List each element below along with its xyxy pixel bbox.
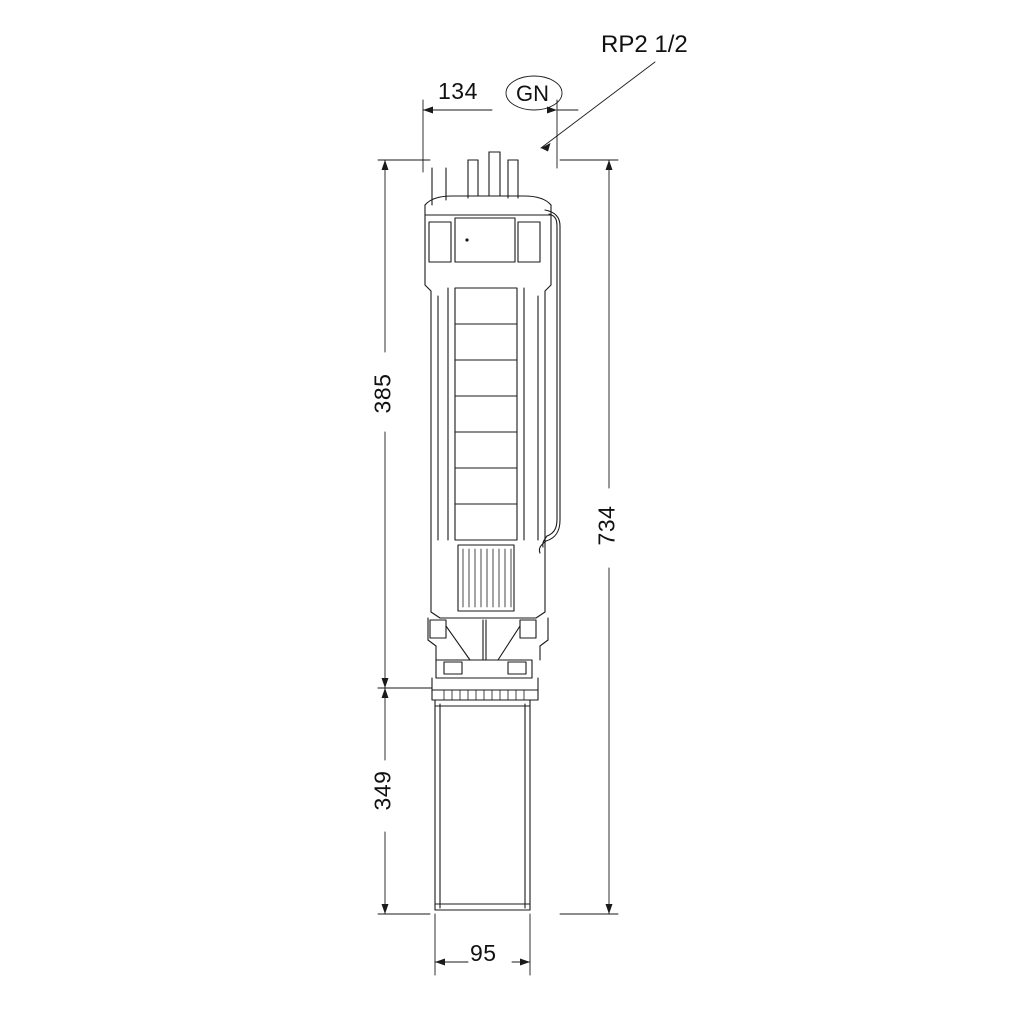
dimension-label-top-width: 134 bbox=[438, 78, 478, 104]
gn-tag-label: GN bbox=[516, 81, 549, 106]
dimension-label-lower-height: 349 bbox=[369, 770, 396, 811]
dimension-label-bottom-width: 95 bbox=[470, 940, 497, 966]
dimension-label-upper-height: 385 bbox=[369, 373, 396, 414]
dimension-label-overall-height: 734 bbox=[593, 505, 620, 546]
pump-body bbox=[425, 152, 560, 910]
discharge-thread-callout: RP2 1/2 bbox=[601, 31, 688, 58]
